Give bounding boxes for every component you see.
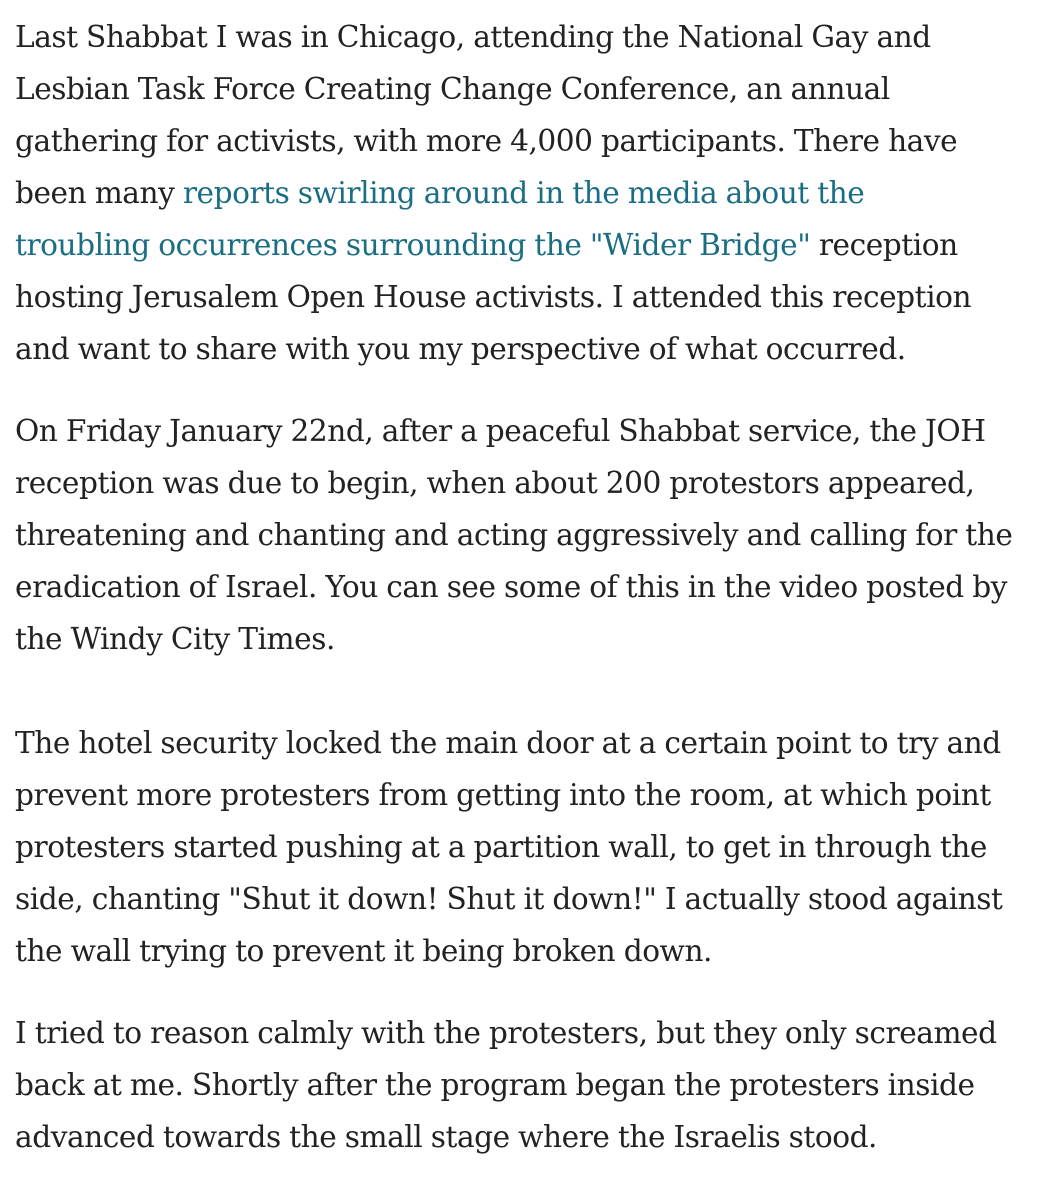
text-line: and want to share with you my perspective of what occurred.	[15, 332, 906, 366]
paragraph	[15, 717, 1037, 977]
text-line: protesters started pushing at a partition wall, to get in through the	[15, 830, 987, 864]
text-line: The hotel security locked the main door at a certain point to try and	[15, 726, 1001, 760]
text-line: threatening and chanting and acting aggressively and calling for the	[15, 518, 1013, 552]
text-line	[15, 167, 1037, 219]
text-line: back at me. Shortly after the program began the protesters inside	[15, 1068, 975, 1102]
text-line: reception was due to begin, when about 200 protestors appeared,	[15, 466, 975, 500]
text-line: prevent more protesters from getting into the room, at which point	[15, 778, 991, 812]
text-line: I tried to reason calmly with the protesters, but they only screamed	[15, 1016, 997, 1050]
text-line: hosting Jerusalem Open House activists. I attended this reception	[15, 280, 972, 314]
text-line: gathering for activists, with more 4,000 participants. There have	[15, 124, 958, 158]
text-line: Lesbian Task Force Creating Change Conference, an annual	[15, 72, 890, 106]
text-line: On Friday January 22nd, after a peaceful Shabbat service, the JOH	[15, 414, 986, 448]
article-body	[15, 11, 1037, 1163]
text-line: eradication of Israel. You can see some of this in the video posted by	[15, 570, 1007, 604]
text-line: side, chanting "Shut it down! Shut it down!" I actually stood against	[15, 882, 1003, 916]
text-line	[15, 219, 1037, 271]
text-line: the wall trying to prevent it being broken down.	[15, 934, 713, 968]
text-line: Last Shabbat I was in Chicago, attending the National Gay and	[15, 20, 931, 54]
text-span: been many	[15, 176, 183, 210]
media-reports-link[interactable]: reports swirling around in the media about the	[182, 176, 865, 210]
media-reports-link-continued[interactable]: troubling occurrences surrounding the "Wider Bridge"	[15, 228, 811, 262]
paragraph	[15, 1007, 1037, 1163]
text-line: advanced towards the small stage where the Israelis stood.	[15, 1120, 878, 1154]
text-line: the Windy City Times.	[15, 622, 335, 656]
paragraph	[15, 405, 1037, 665]
paragraph	[15, 11, 1037, 375]
text-span: reception	[810, 228, 958, 262]
